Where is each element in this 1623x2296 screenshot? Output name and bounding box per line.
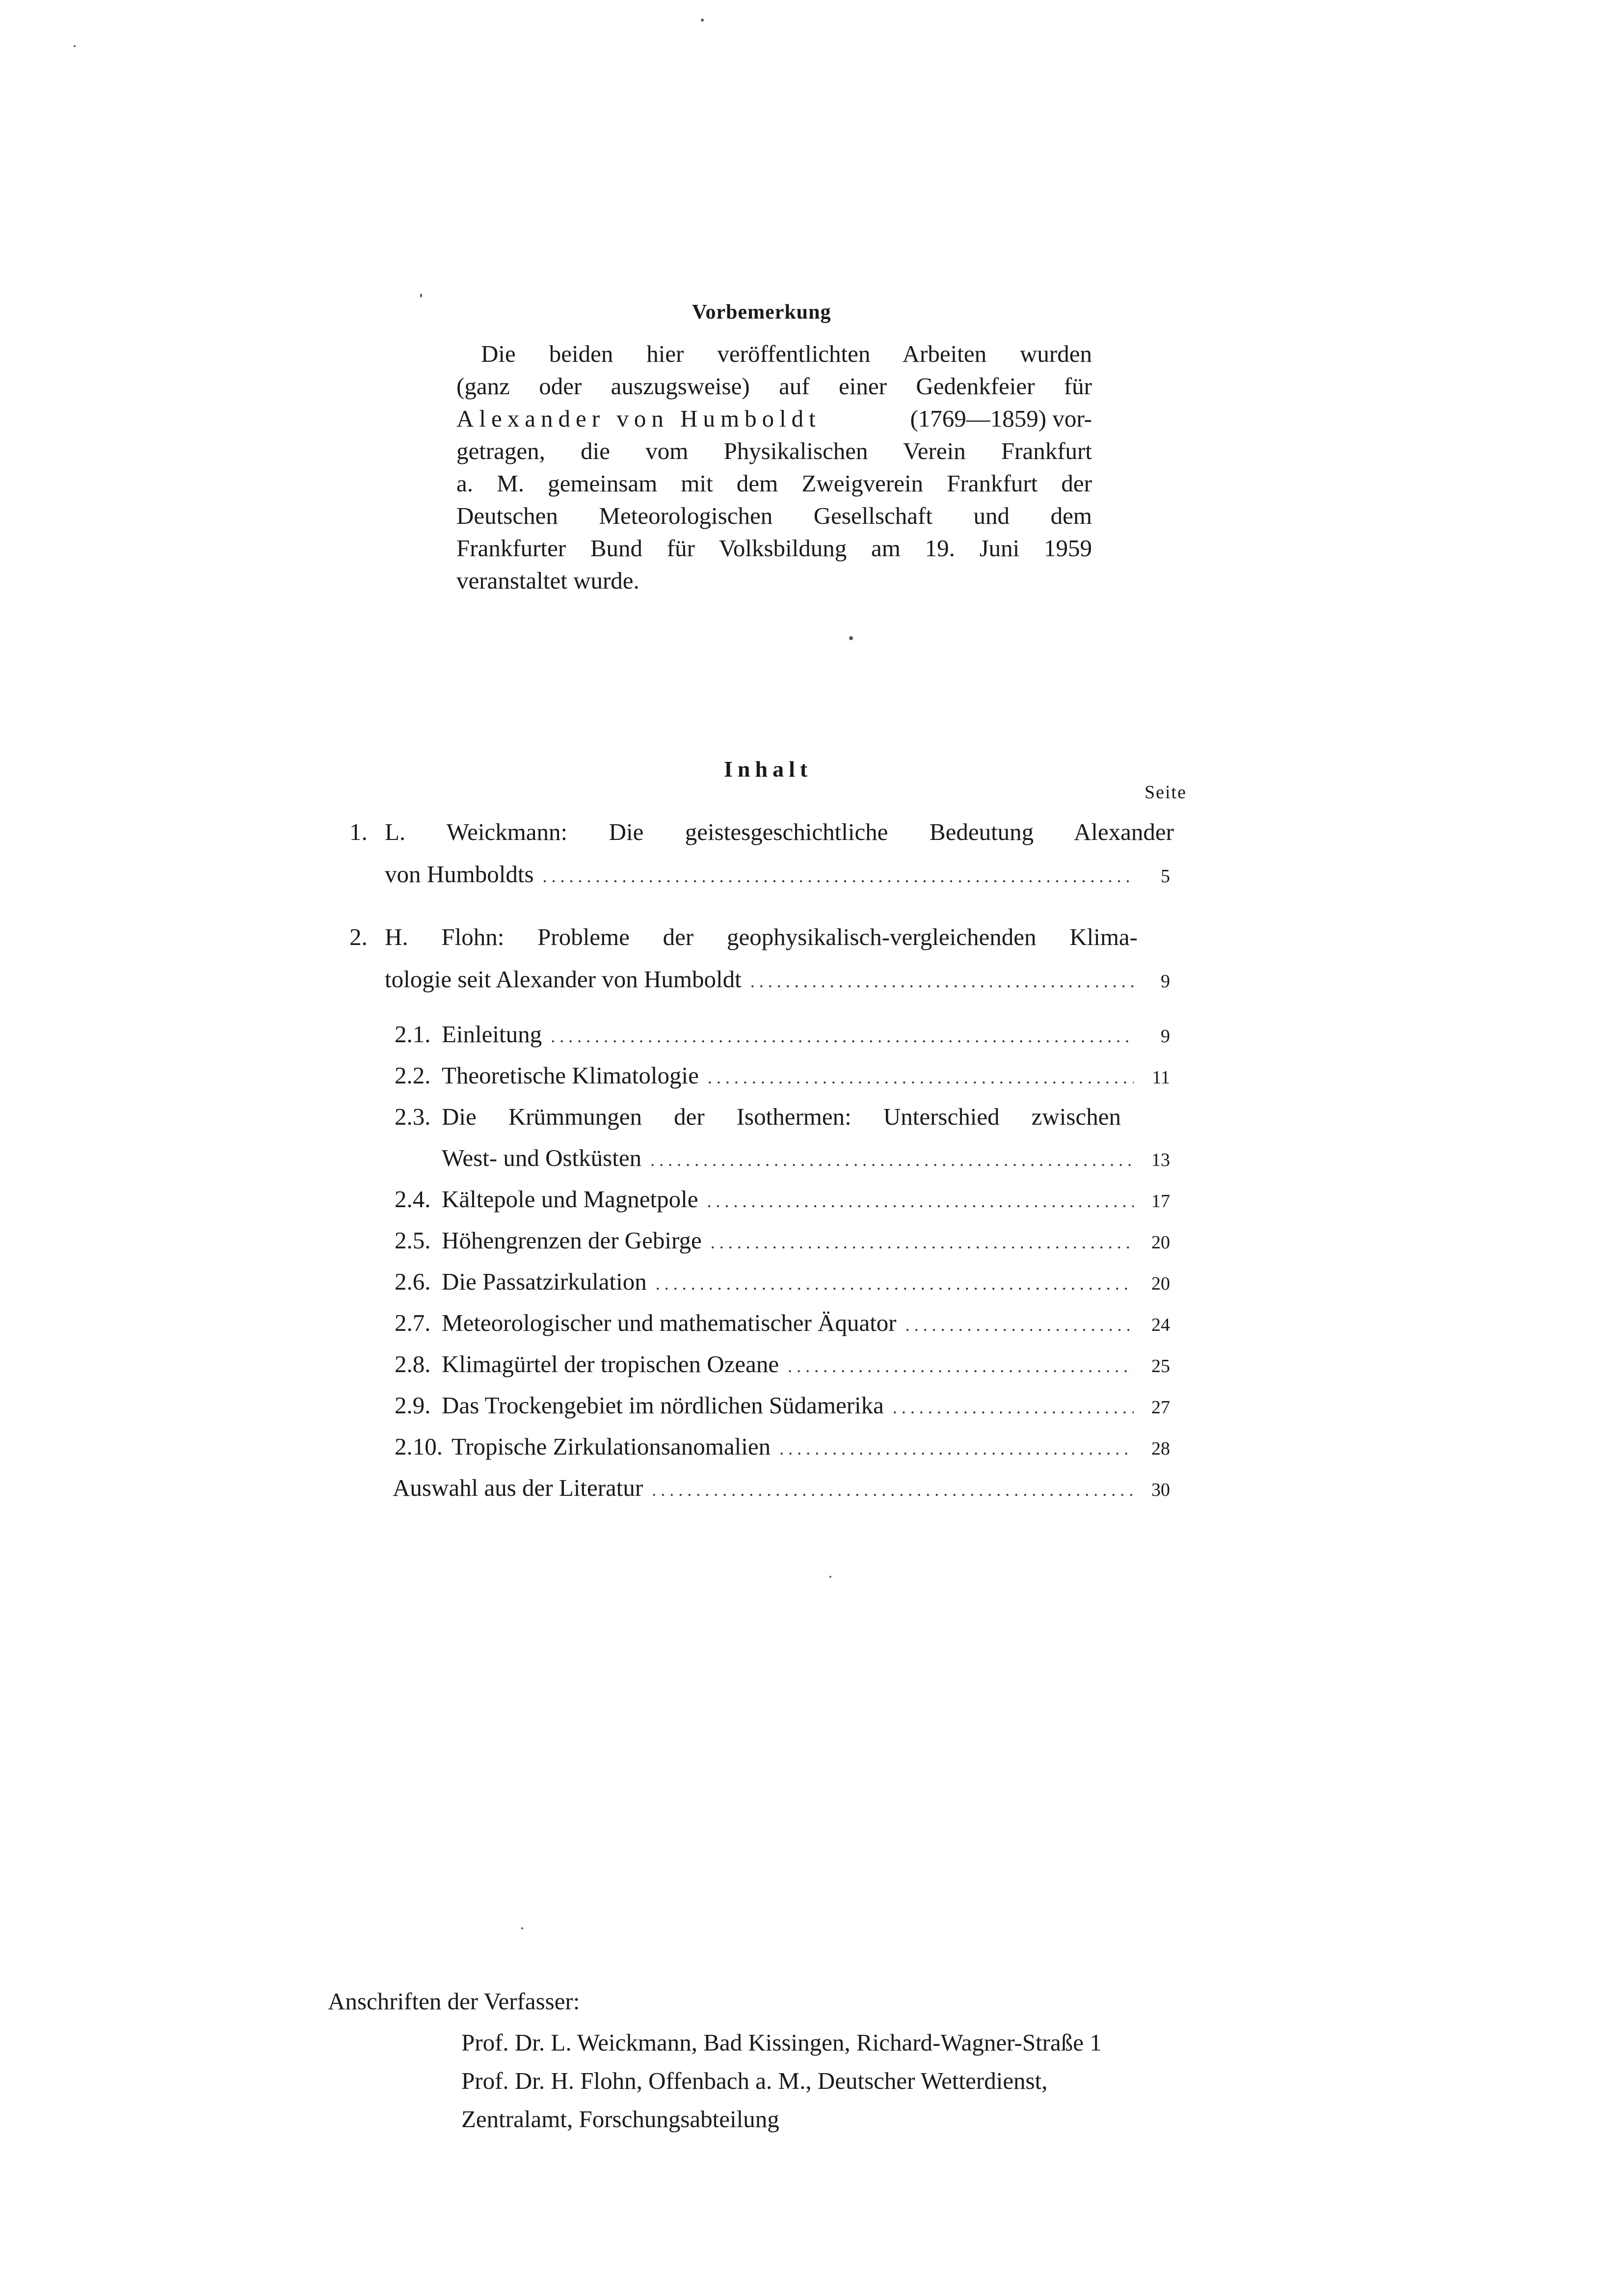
toc-page: 20 <box>1151 1273 1170 1294</box>
preface-name-spaced: Alexander von Humboldt <box>456 405 821 432</box>
leader-dots <box>650 1150 1134 1170</box>
leader-dots <box>551 1026 1134 1047</box>
toc-text: Theoretische Klimatologie <box>442 1062 699 1089</box>
leader-dots <box>779 1438 1134 1459</box>
toc-text: Die Passatzirkulation <box>442 1268 647 1295</box>
preface-line: Frankfurter Bund für Volksbildung am 19. Juni 1959 <box>456 535 1092 562</box>
toc-entry-1 <box>349 818 1174 846</box>
contents-title: Inhalt <box>724 756 813 782</box>
toc-page: 30 <box>1151 1480 1170 1500</box>
toc-text: Auswahl aus der Literatur <box>393 1474 643 1501</box>
toc-text: Meteorologischer und mathematischer Äquator <box>442 1309 897 1336</box>
toc-number: 2.4. <box>395 1186 431 1213</box>
toc-page: 13 <box>1151 1150 1170 1170</box>
toc-number: 2.3. <box>395 1103 431 1130</box>
toc-subentry <box>395 1432 1170 1460</box>
preface-dates: (1769—1859) vor- <box>910 405 1092 432</box>
toc-text: Einleitung <box>442 1021 542 1048</box>
leader-dots <box>788 1356 1134 1377</box>
toc-subentry <box>395 1391 1170 1419</box>
toc-subentry <box>395 1103 1121 1131</box>
leader-dots <box>707 1191 1134 1212</box>
page-column-label: Seite <box>1144 782 1187 803</box>
addresses-title: Anschriften der Verfasser: <box>328 1988 580 2015</box>
toc-number: 2.5. <box>395 1227 431 1254</box>
toc-page: 5 <box>1161 866 1170 887</box>
toc-text: H. Flohn: Probleme der geophysikalisch-vergleichenden Klima- <box>385 923 1138 950</box>
leader-dots <box>893 1397 1134 1418</box>
preface-line: a. M. gemeinsam mit dem Zweigverein Frankfurt der <box>456 470 1092 497</box>
preface-line: (ganz oder auszugsweise) auf einer Gedenkfeier für <box>456 373 1092 400</box>
preface-line: Die beiden hier veröffentlichten Arbeiten wurden <box>481 340 1092 367</box>
scan-speck <box>420 294 422 297</box>
toc-page: 20 <box>1151 1232 1170 1253</box>
toc-page: 9 <box>1161 1026 1170 1047</box>
toc-text: tologie seit Alexander von Humboldt <box>385 966 742 993</box>
toc-subentry <box>395 1309 1170 1337</box>
toc-text: West- und Ostküsten <box>442 1144 642 1171</box>
toc-page: 9 <box>1161 971 1170 992</box>
preface-line: veranstaltet wurde. <box>456 567 639 594</box>
preface-line: getragen, die vom Physikalischen Verein Frankfurt <box>456 437 1092 464</box>
toc-subentry-literature <box>393 1474 1170 1502</box>
toc-text: Die Krümmungen der Isothermen: Unterschied zwischen <box>442 1103 1121 1130</box>
toc-subentry <box>395 1268 1170 1296</box>
preface-body <box>456 338 1092 597</box>
toc-number: 2.6. <box>395 1268 431 1295</box>
toc-text: Tropische Zirkulationsanomalien <box>452 1433 771 1460</box>
toc-number: 2.1. <box>395 1021 431 1048</box>
toc-text: Klimagürtel der tropischen Ozeane <box>442 1351 779 1378</box>
leader-dots <box>652 1480 1134 1500</box>
toc-entry-2-cont <box>385 965 1170 993</box>
leader-dots <box>656 1273 1134 1294</box>
toc-number: 2.9. <box>395 1392 431 1419</box>
toc-number: 2.2. <box>395 1062 431 1089</box>
toc-page: 24 <box>1151 1315 1170 1335</box>
scan-speck <box>521 1927 523 1929</box>
scan-speck <box>701 19 704 22</box>
toc-entry-1-cont <box>385 860 1170 888</box>
toc-text: Kältepole und Magnetpole <box>442 1186 698 1213</box>
toc-subentry <box>395 1185 1170 1213</box>
preface-title: Vorbemerkung <box>692 301 831 324</box>
scan-speck <box>74 45 76 47</box>
address-line: Prof. Dr. L. Weickmann, Bad Kissingen, Richard-Wagner-Straße 1 <box>461 2029 1102 2056</box>
toc-number: 1. <box>349 818 368 845</box>
leader-dots <box>711 1232 1134 1253</box>
leader-dots <box>905 1315 1134 1335</box>
toc-page: 25 <box>1151 1356 1170 1377</box>
toc-page: 28 <box>1151 1438 1170 1459</box>
address-line: Prof. Dr. H. Flohn, Offenbach a. M., Deutscher Wetterdienst, <box>461 2067 1048 2094</box>
toc-page: 17 <box>1151 1191 1170 1212</box>
preface-line: Deutschen Meteorologischen Gesellschaft und dem <box>456 502 1092 529</box>
toc-text: von Humboldts <box>385 861 534 888</box>
toc-subentry <box>395 1061 1170 1089</box>
toc-number: 2.8. <box>395 1351 431 1378</box>
toc-subentry-cont <box>442 1144 1170 1172</box>
preface-line <box>456 403 1092 435</box>
toc-number: 2.10. <box>395 1433 443 1460</box>
toc-text: Höhengrenzen der Gebirge <box>442 1227 702 1254</box>
leader-dots <box>750 971 1134 992</box>
toc-number: 2. <box>349 923 368 950</box>
scan-speck <box>849 636 853 640</box>
toc-text: L. Weickmann: Die geistesgeschichtliche Bedeutung Alexander <box>385 818 1174 845</box>
address-line: Zentralamt, Forschungsabteilung <box>461 2106 779 2133</box>
leader-dots <box>708 1067 1134 1088</box>
toc-subentry <box>395 1020 1170 1048</box>
toc-subentry <box>395 1350 1170 1378</box>
toc-subentry <box>395 1226 1170 1254</box>
scan-speck <box>829 1576 831 1578</box>
toc-entry-2 <box>349 923 1138 951</box>
toc-page: 27 <box>1151 1397 1170 1418</box>
toc-text: Das Trockengebiet im nördlichen Südamerika <box>442 1392 884 1419</box>
toc-page: 11 <box>1152 1067 1170 1088</box>
leader-dots <box>543 866 1134 887</box>
toc-number: 2.7. <box>395 1309 431 1336</box>
